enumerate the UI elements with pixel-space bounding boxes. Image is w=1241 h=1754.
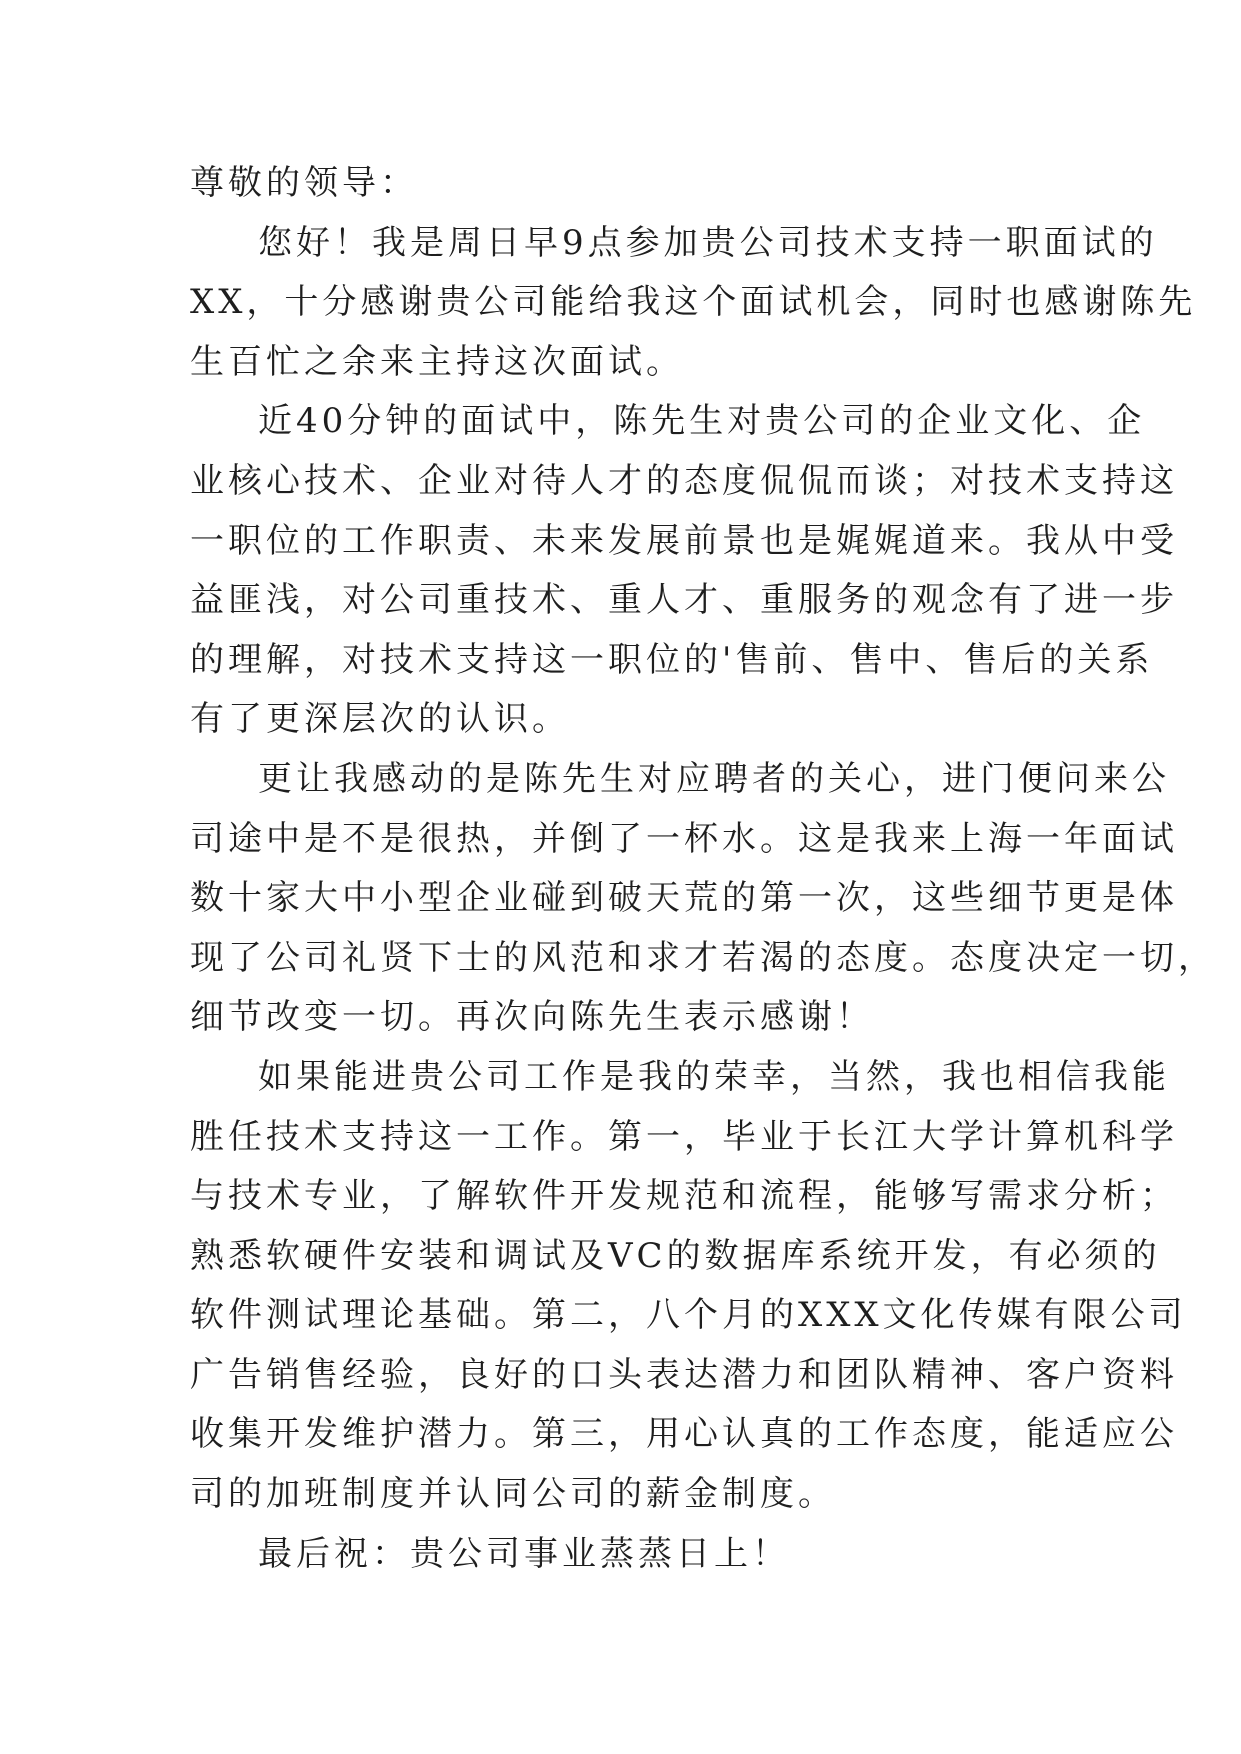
paragraph-gratitude: [190, 750, 1216, 1048]
paragraph-line: 一职位的工作职责、未来发展前景也是娓娓道来。我从中受: [190, 520, 1178, 561]
paragraph-line: 胜任技术支持这一工作。第一，毕业于长江大学计算机科学: [190, 1116, 1178, 1157]
paragraph-qualifications: [190, 1048, 1187, 1525]
salutation: 尊敬的领导：: [190, 163, 418, 203]
paragraph-line: 最后祝：贵公司事业蒸蒸日上！: [258, 1533, 790, 1574]
paragraph-line: 的理解，对技术支持这一职位的'售前、售中、售后的关系: [190, 639, 1154, 680]
paragraph-line: 更让我感动的是陈先生对应聘者的关心，进门便问来公: [258, 758, 1170, 799]
paragraph-interview: [190, 392, 1178, 750]
paragraph-line: 细节改变一切。再次向陈先生表示感谢！: [190, 997, 874, 1038]
paragraph-closing: [190, 1525, 1050, 1585]
paragraph-line: 您好！我是周日早9点参加贵公司技术支持一职面试的: [258, 222, 1158, 263]
paragraph-line: XX，十分感谢贵公司能给我这个面试机会，同时也感谢陈先: [190, 282, 1197, 323]
paragraph-line: 生百忙之余来主持这次面试。: [190, 341, 684, 382]
paragraph-line: 如果能进贵公司工作是我的荣幸，当然，我也相信我能: [258, 1056, 1170, 1097]
paragraph-line: 收集开发维护潜力。第三，用心认真的工作态度，能适应公: [190, 1414, 1178, 1455]
paragraph-line: 有了更深层次的认识。: [190, 699, 570, 740]
paragraph-line: 司途中是不是很热，并倒了一杯水。这是我来上海一年面试: [190, 818, 1178, 859]
paragraph-line: 司的加班制度并认同公司的薪金制度。: [190, 1474, 836, 1515]
paragraph-greeting: [190, 214, 1197, 393]
paragraph-line: 现了公司礼贤下士的风范和求才若渴的态度。态度决定一切，: [190, 937, 1216, 978]
paragraph-line: 熟悉软硬件安装和调试及VC的数据库系统开发，有必须的: [190, 1235, 1161, 1276]
paragraph-line: 数十家大中小型企业碰到破天荒的第一次，这些细节更是体: [190, 878, 1178, 919]
paragraph-line: 软件测试理论基础。第二，八个月的XXX文化传媒有限公司: [190, 1295, 1187, 1336]
paragraph-line: 广告销售经验，良好的口头表达潜力和团队精神、客户资料: [190, 1354, 1178, 1395]
paragraph-line: 近40分钟的面试中，陈先生对贵公司的企业文化、企: [258, 401, 1146, 442]
letter-body: [190, 154, 1216, 1584]
paragraph-line: 益匪浅，对公司重技术、重人才、重服务的观念有了进一步: [190, 580, 1178, 621]
paragraph-line: 与技术专业，了解软件开发规范和流程，能够写需求分析；: [190, 1176, 1178, 1217]
paragraph-line: 业核心技术、企业对待人才的态度侃侃而谈；对技术支持这: [190, 460, 1178, 501]
